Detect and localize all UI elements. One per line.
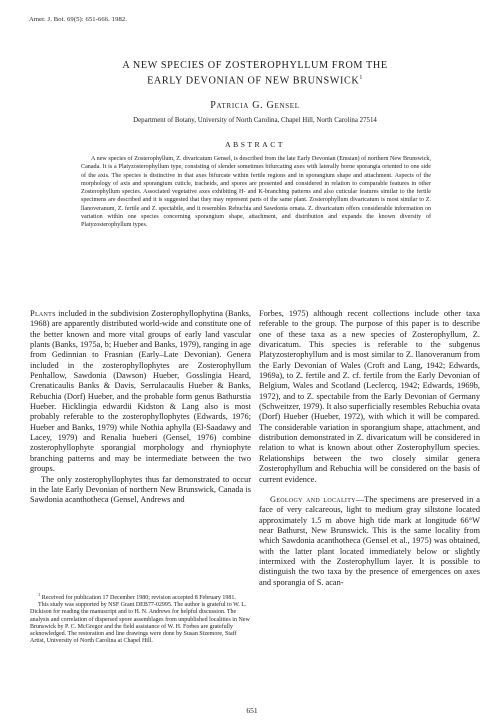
author-affiliation: Department of Botany, University of North Carolina, Chapel Hill, North Carolina 27514 (133, 117, 377, 124)
left-paragraph-2: The only zosterophyllophytes thus far demonstrated to occur in the late Early Devonian of northern New Brunswick, Canada is Sawdonia acanthotheca (Gensel, Andrews and (30, 474, 251, 505)
left-paragraph-1 (30, 309, 251, 475)
page-number: 651 (246, 706, 258, 715)
running-head: Amer. J. Bot. 69(5): 651-666. 1982. (29, 16, 128, 23)
footnote-1-text: Received for publication 17 December 1980; revision accepted 8 February 1981. (41, 595, 236, 601)
abstract-heading: ABSTRACT (225, 140, 285, 149)
title-line-2 (60, 72, 450, 87)
footnote-1 (30, 591, 250, 602)
abstract-text: A new species of Zosterophyllum, Z. divaricatum Gensel, is described from the late Early Devonian (Emsian) of northern New Brunswick, Canada. It is a Platyzosterophyllum type, consisting of slender sometimes bifurcating axes with laterally borne sporangia oriented to one side of the axis. The species is distinctive in that axes bifurcate within fertile regions and in sporangium shape and attachment. Aspects of the morphology of axis and sporangium cuticle, tracheids, and spores are presented and considered in relation to comparable features in other Zosterophyllum species. Associated vegetative axes exhibiting H- and K-branching patterns and also cuticular features similar to the fertile specimens are described and it is suggested that they may represent parts of the same plant. Zosterophyllum divaricatum is most similar to Z. llanoveranum, Z. fertile and Z. spectabile, and it resembles Rebuchia and Sawdonia ornata. Z. divaricatum offers considerable information on variation within one species concerning sporangium shape, attachment, and distribution and expands the known diversity of Platyzosterophyllum types. (81, 156, 431, 228)
right-paragraph-1: Forbes, 1975) although recent collections include other taxa referable to the group. The purpose of this paper is to describe one of these taxa as a new species of Zosterophyllum, Z. divaricatum. This species is referable to the subgenus Platyzosterophyllum and is most similar to Z. llanoveranum from the Early Devonian of Wales (Croft and Lang, 1942; Edwards, 1969a), to Z. fertile and Z. cf. fertile from the Early Devonian of Belgium, Wales and Scotland (Leclercq, 1942; Edwards, 1969b, 1972), and to Z. spectabile from the Early Devonian of Germany (Schweitzer, 1979). It also superficially resembles Rebuchia ovata (Dorf) Hueber (Hueber, 1972), with which it will be compared. The considerable variation in sporangium shape, attachment, and distribution demonstrated in Z. divaricatum will be considered in relation to what is known about other Zosterophyllum species. Relationships between the two closely similar genera Zosterophyllum and Rebuchia will be considered on the basis of current evidence. (259, 309, 480, 484)
footnotes (30, 591, 250, 645)
title-footnote-marker: 1 (359, 75, 363, 81)
right-paragraph-2-text: —The specimens are preserved in a face of very calcareous, light to medium gray siltstone located approximately 1.5 m above high tide mark at longitude 66°W near Bathurst, New Brunswick. This is the same locality from which Sawdonia acanthotheca (Gensel et al., 1975) was obtained, with the latter plant located immediately below or slightly intermixed with the Zosterophyllum layer. It is possible to distinguish the two taxa by the presence of emergences on axes and sporangia of S. acan- (259, 494, 480, 587)
author-name: Patricia G. Gensel (210, 100, 300, 111)
footnote-1-marker: 1 (38, 592, 41, 597)
right-column (259, 309, 480, 588)
footnote-2: This study was supported by NSF Grant DEB77-02995. The author is grateful to W. L. Dickison for reading the manuscript and to H. N. Andrews for helpful discussion. The analysis and correlation of dispersed spore assemblages from unpublished localities in New Brunswick by P. C. McGregor and the field assistance of W. H. Forbes are gratefully acknowledged. The restoration and line drawings were done by Susan Sizemore, Staff Artist, University of North Carolina at Chapel Hill. (30, 602, 250, 645)
article-title (60, 59, 450, 87)
section-heading: Geology and locality (270, 494, 356, 504)
lead-in-word: Plants (30, 309, 56, 318)
abstract-body (81, 155, 431, 229)
left-column (30, 309, 251, 506)
right-paragraph-2 (259, 495, 480, 588)
title-line-1: A NEW SPECIES OF ZOSTEROPHYLLUM FROM THE (122, 60, 388, 71)
left-paragraph-1-text: included in the subdivision Zosterophyllophytina (Banks, 1968) are apparently distributed world-wide and constitute one of the better known and more vital groups of early land vascular plants (Banks, 1975a, b; Hueber and Banks, 1979), ranging in age from Gedinnian to Frasnian (Early–Late Devonian). Genera included in the zosterophyllophytes are Zosterophyllum Penhallow, Sawdonia (Dawson) Hueber, Gosslingia Heard, Crenaticaulis Banks & Davis, Serrulacaulis Hueber & Banks, Rebuchia (Dorf) Hueber, and the probable form genus Bathurstia Hueber. Hicklingia edwardii Kidston & Lang also is most probably referable to the zosterophyllophytes (Edwards, 1976; Hueber and Banks, 1979) while Nothia aphylla (El-Saadawy and Lacey, 1979) and Renalia hueberi (Gensel, 1976) combine zosterophyllophyte sporangial morphology and rhyniophyte branching patterns and may be intermediate between the two groups. (30, 309, 251, 474)
title-line-2-text: EARLY DEVONIAN OF NEW BRUNSWICK (147, 75, 360, 87)
